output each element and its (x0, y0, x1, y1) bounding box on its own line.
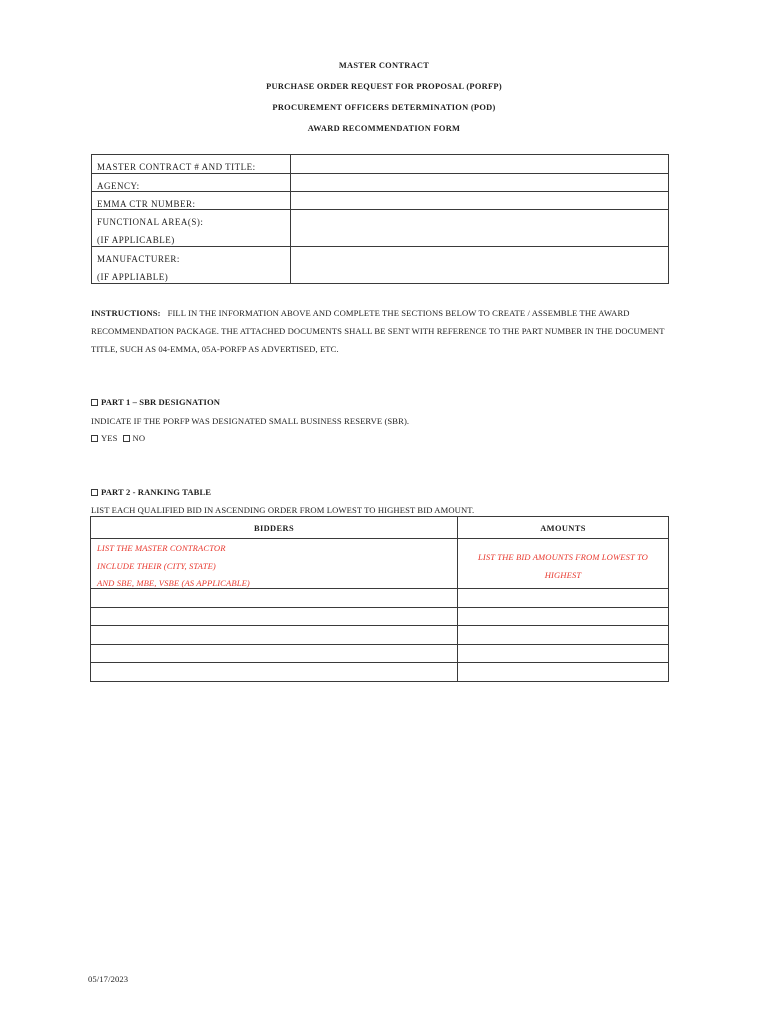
functional-area-field[interactable] (291, 210, 669, 247)
footer-date: 05/17/2023 (88, 974, 129, 984)
bidder-field[interactable] (91, 663, 458, 682)
instructions-label: INSTRUCTIONS: (91, 308, 161, 318)
functional-area-label-cell (92, 210, 291, 247)
bidder-field[interactable] (91, 589, 458, 608)
instructions-line-2: RECOMMENDATION PACKAGE. THE ATTACHED DOCUMENTS SHALL BE SENT WITH REFERENCE TO THE PART NUMBER IN THE DOCUMENT (91, 326, 665, 336)
amount-example-cell[interactable] (458, 539, 669, 589)
sbr-no-label: NO (132, 433, 146, 443)
bidder-hint-line: INCLUDE THEIR (CITY, STATE) (97, 560, 216, 571)
part2-heading (91, 483, 211, 501)
instructions-line-3: TITLE, SUCH AS 04-EMMA, 05A-PORFP AS ADVERTISED, ETC. (91, 344, 339, 354)
instructions-line-1 (91, 304, 630, 322)
amounts-column-header: AMOUNTS (458, 517, 669, 539)
amount-field[interactable] (458, 626, 669, 645)
part2-instruction: LIST EACH QUALIFIED BID IN ASCENDING ORDER FROM LOWEST TO HIGHEST BID AMOUNT. (91, 505, 475, 515)
amount-field[interactable] (458, 589, 669, 608)
manufacturer-label-cell (92, 247, 291, 284)
agency-field[interactable] (291, 174, 669, 192)
sbr-yes-label: YES (101, 433, 118, 443)
manufacturer-sublabel: (IF APPLIABLE) (97, 272, 169, 282)
form-title-pod: PROCUREMENT OFFICERS DETERMINATION (POD) (272, 103, 496, 112)
sbr-no-checkbox[interactable] (123, 435, 130, 442)
agency-label-cell (92, 174, 291, 192)
bidder-hint-line: LIST THE MASTER CONTRACTOR (97, 543, 226, 553)
functional-area-label: FUNCTIONAL AREA(S): (97, 217, 204, 227)
manufacturer-field[interactable] (291, 247, 669, 284)
bidder-field[interactable] (91, 626, 458, 645)
amount-field[interactable] (458, 608, 669, 626)
bidder-field[interactable] (91, 645, 458, 663)
part2-title: PART 2 - RANKING TABLE (101, 487, 212, 497)
emma-ctr-label: EMMA CTR NUMBER: (97, 199, 196, 209)
amount-hint-line: LIST THE BID AMOUNTS FROM LOWEST TO (478, 552, 648, 562)
contract-info-table (91, 154, 669, 284)
form-title-master-contract: MASTER CONTRACT (338, 61, 430, 70)
bidders-column-header: BIDDERS (91, 517, 458, 539)
form-title-award-recommendation: AWARD RECOMMENDATION FORM (307, 124, 461, 133)
instructions-text: FILL IN THE INFORMATION ABOVE AND COMPLETE THE SECTIONS BELOW TO CREATE / ASSEMBLE THE AWARD (167, 308, 630, 318)
emma-ctr-field[interactable] (291, 192, 669, 210)
contract-title-field[interactable] (291, 155, 669, 174)
part1-heading (91, 393, 220, 411)
contract-title-label: MASTER CONTRACT # AND TITLE: (97, 162, 256, 172)
contract-title-label-cell (92, 155, 291, 174)
bidder-example-cell[interactable] (91, 539, 458, 589)
form-title-porfp: PURCHASE ORDER REQUEST FOR PROPOSAL (PORFP) (266, 82, 502, 91)
sbr-options (91, 429, 145, 447)
functional-area-sublabel: (IF APPLICABLE) (97, 235, 175, 245)
manufacturer-label: MANUFACTURER: (97, 254, 180, 264)
amount-field[interactable] (458, 663, 669, 682)
bidder-hint-line: AND SBE, MBE, VSBE (AS APPLICABLE) (97, 578, 250, 588)
amount-field[interactable] (458, 645, 669, 663)
amount-hint-line: HIGHEST (544, 570, 582, 580)
bidder-field[interactable] (91, 608, 458, 626)
ranking-table (90, 516, 669, 682)
part2-checkbox[interactable] (91, 489, 98, 496)
part1-title: PART 1 – SBR DESIGNATION (101, 397, 221, 407)
agency-label: AGENCY: (97, 181, 140, 191)
sbr-yes-checkbox[interactable] (91, 435, 98, 442)
part1-checkbox[interactable] (91, 399, 98, 406)
part1-instruction: INDICATE IF THE PORFP WAS DESIGNATED SMALL BUSINESS RESERVE (SBR). (91, 416, 410, 426)
emma-ctr-label-cell (92, 192, 291, 210)
